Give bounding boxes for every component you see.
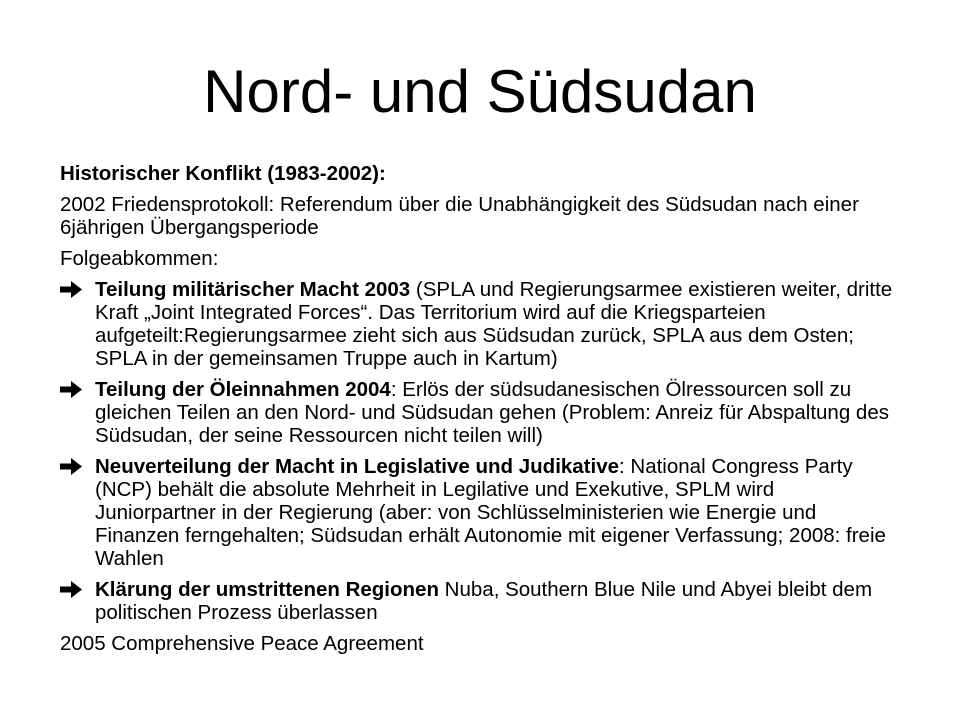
- arrow-right-icon: [60, 581, 82, 598]
- bullet-item: [60, 578, 900, 624]
- bullet-text: (SPLA und Regierungsarmee existieren weiter, dritte Kraft „Joint Integrated Forces“. Das Territorium wird auf die Kriegsparteien aufgeteilt:Regierungsarmee zieht sich aus Südsudan zurück, SPLA aus dem Osten; SPLA in der gemeinsamen Truppe auch in Kartum): [95, 278, 893, 370]
- subheading: Folgeabkommen:: [60, 247, 219, 270]
- bullet-lead: Teilung militärischer Macht 2003: [95, 278, 411, 301]
- intro-paragraph: 2002 Friedensprotokoll: Referendum über die Unabhängigkeit des Südsudan nach einer 6jährigen Übergangsperiode: [60, 193, 859, 239]
- bullet-item: [60, 278, 900, 370]
- bullet-item: [60, 455, 900, 570]
- section-heading: Historischer Konflikt (1983-2002):: [60, 162, 386, 185]
- footer-line: 2005 Comprehensive Peace Agreement: [60, 632, 424, 655]
- bullet-item: [60, 378, 900, 447]
- arrow-right-icon: [60, 281, 82, 298]
- bullet-text: : National Congress Party (NCP) behält die absolute Mehrheit in Legilative und Exekutive, SPLM wird Juniorpartner in der Regierung (aber: von Schlüsselministerien wie Energie und Finanzen ferngehalten; Südsudan erhält Autonomie mit eigener Verfassung; 2008: freie Wahlen: [95, 455, 886, 570]
- bullet-lead: Klärung der umstrittenen Regionen: [95, 578, 439, 601]
- slide-title: Nord- und Südsudan: [203, 58, 757, 125]
- bullet-lead: Neuverteilung der Macht in Legislative und Judikative: [95, 455, 620, 478]
- bullet-lead: Teilung der Öleinnahmen 2004: [95, 378, 391, 401]
- bullet-text: : Erlös der südsudanesischen Ölressourcen soll zu gleichen Teilen an den Nord- und Südsudan gehen (Problem: Anreiz für Abspaltung des Südsudan, der seine Ressourcen nicht teilen will): [95, 378, 889, 447]
- bullet-text: Nuba, Southern Blue Nile und Abyei bleibt dem politischen Prozess überlassen: [95, 578, 873, 624]
- arrow-right-icon: [60, 458, 82, 475]
- arrow-right-icon: [60, 381, 82, 398]
- slide-body: [60, 162, 900, 663]
